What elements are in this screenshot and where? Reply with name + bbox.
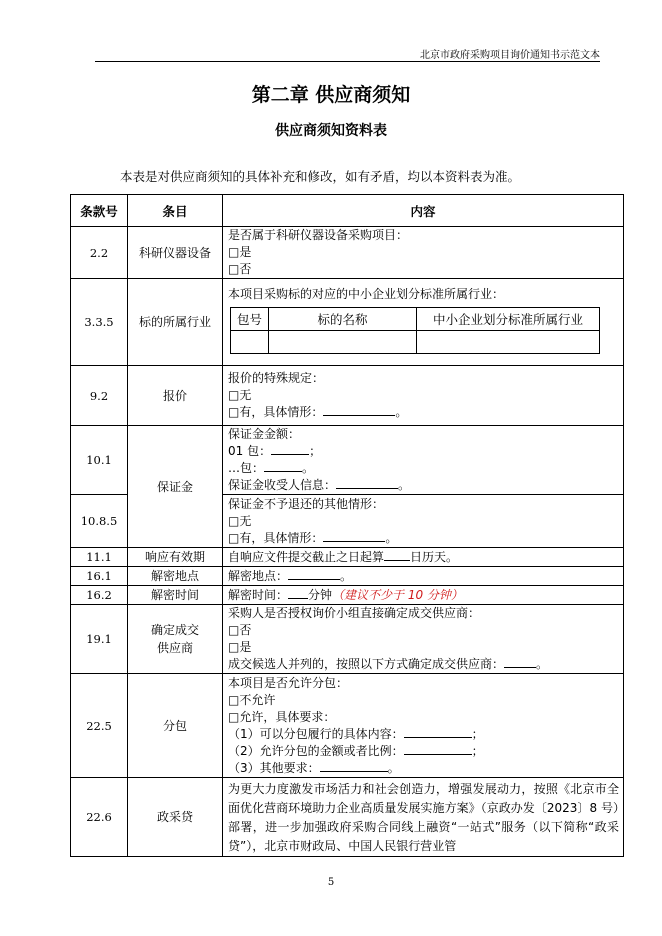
clause-item: 标的所属行业 xyxy=(128,279,223,366)
checkbox-not-allowed[interactable]: □不允许 xyxy=(228,692,276,707)
clause-content: 是否属于科研仪器设备采购项目： □是 □否 xyxy=(223,227,624,279)
clause-no: 10.1 xyxy=(71,426,128,495)
clause-item: 科研仪器设备 xyxy=(128,227,223,279)
running-header: 北京市政府采购项目询价通知书示范文本 xyxy=(420,50,600,61)
clause-no: 16.2 xyxy=(71,586,128,605)
clause-content: 保证金金额： 01 包： ； …包： 。 保证金收受人信息： 。 xyxy=(223,426,624,495)
clause-item: 响应有效期 xyxy=(128,548,223,567)
table-row xyxy=(71,426,624,495)
page-number: 5 xyxy=(327,877,335,888)
table-row xyxy=(71,567,624,586)
supplier-info-table xyxy=(70,194,624,857)
fill-blank[interactable] xyxy=(288,568,340,580)
table-row xyxy=(71,605,624,674)
col-header-clause-no: 条款号 xyxy=(71,195,128,227)
table-row xyxy=(71,586,624,605)
subtable-header-industry: 中小企业划分标准所属行业 xyxy=(417,308,600,331)
fill-blank[interactable] xyxy=(323,404,395,416)
clause-content: 解密地点： 。 xyxy=(223,567,624,586)
fill-blank[interactable] xyxy=(404,743,472,755)
clause-content: 自响应文件提交截止之日起算 日历天。 xyxy=(223,548,624,567)
fill-blank[interactable] xyxy=(323,530,385,542)
subtable-header-name: 标的名称 xyxy=(269,308,417,331)
clause-item: 分包 xyxy=(128,674,223,778)
intro-paragraph: 本表是对供应商须知的具体补充和修改，如有矛盾，均以本资料表为准。 xyxy=(120,169,521,184)
clause-content: 解密时间： 分钟（建议不少于 10 分钟） xyxy=(223,586,624,605)
subtable-header-package: 包号 xyxy=(231,308,269,331)
clause-content: 本项目是否允许分包： □不允许 □允许，具体要求： （1）可以分包履行的具体内容： ； （2）允许分包的金额或者比例： ； （3）其他要求： 。 xyxy=(223,674,624,778)
clause-content: 采购人是否授权询价小组直接确定成交供应商： □否 □是 成交候选人并列的，按照以下方式确定成交供应商： 。 xyxy=(223,605,624,674)
table-row xyxy=(71,548,624,567)
table-row xyxy=(71,366,624,426)
fill-blank[interactable] xyxy=(320,760,388,772)
header-divider xyxy=(95,61,600,62)
table-row xyxy=(71,279,624,366)
table-header-row xyxy=(71,195,624,227)
clause-content: 保证金不予退还的其他情形： □无 □有，具体情形： 。 xyxy=(223,495,624,548)
subtable-cell[interactable] xyxy=(231,331,269,354)
checkbox-yes[interactable]: □是 xyxy=(228,640,252,654)
fill-blank[interactable] xyxy=(504,656,536,668)
table-row xyxy=(71,778,624,857)
checkbox-yes[interactable]: □是 xyxy=(228,245,252,259)
fill-blank[interactable] xyxy=(271,443,309,455)
clause-no: 19.1 xyxy=(71,605,128,674)
fill-blank[interactable] xyxy=(264,460,302,472)
clause-no: 11.1 xyxy=(71,548,128,567)
fill-blank[interactable] xyxy=(336,477,398,489)
clause-content: 为更大力度激发市场活力和社会创造力，增强发展动力，按照《北京市全面优化营商环境助力企业高质量发展实施方案》（京政办发〔2023〕8 号）部署，进一步加强政府采购合同线上融资“一站式”服务（以下简称“政采贷”），北京市财政局、中国人民银行营业管 xyxy=(223,778,624,857)
fill-blank[interactable] xyxy=(384,549,410,561)
subtable-cell[interactable] xyxy=(417,331,600,354)
clause-no: 3.3.5 xyxy=(71,279,128,366)
checkbox-yes[interactable]: □有，具体情形： xyxy=(228,405,324,419)
clause-item: 确定成交 供应商 xyxy=(128,605,223,674)
checkbox-no[interactable]: □否 xyxy=(228,262,252,276)
clause-item: 报价 xyxy=(128,366,223,426)
checkbox-no[interactable]: □否 xyxy=(228,623,252,637)
col-header-item: 条目 xyxy=(128,195,223,227)
clause-no: 2.2 xyxy=(71,227,128,279)
clause-no: 22.5 xyxy=(71,674,128,778)
table-row xyxy=(71,674,624,778)
clause-item: 解密地点 xyxy=(128,567,223,586)
clause-content: 本项目采购标的对应的中小企业划分标准所属行业： 包号 标的名称 中小企业划分标准所属行业 xyxy=(223,279,624,366)
clause-item: 政采贷 xyxy=(128,778,223,857)
checkbox-yes[interactable]: □有，具体情形： xyxy=(228,530,324,545)
table-title: 供应商须知资料表 xyxy=(275,123,387,139)
checkbox-none[interactable]: □无 xyxy=(228,513,252,528)
col-header-content: 内容 xyxy=(223,195,624,227)
clause-no: 16.1 xyxy=(71,567,128,586)
clause-no: 9.2 xyxy=(71,366,128,426)
industry-subtable xyxy=(230,307,600,354)
checkbox-none[interactable]: □无 xyxy=(228,388,252,402)
clause-content: 报价的特殊规定： □无 □有，具体情形： 。 xyxy=(223,366,624,426)
table-row xyxy=(71,227,624,279)
clause-item: 解密时间 xyxy=(128,586,223,605)
fill-blank[interactable] xyxy=(404,726,472,738)
checkbox-allowed[interactable]: □允许，具体要求： xyxy=(228,709,336,724)
clause-item: 保证金 xyxy=(128,426,223,548)
suggestion-note: （建议不少于 10 分钟） xyxy=(332,587,463,602)
clause-no: 22.6 xyxy=(71,778,128,857)
chapter-title: 第二章 供应商须知 xyxy=(251,84,411,106)
clause-no: 10.8.5 xyxy=(71,495,128,548)
fill-blank[interactable] xyxy=(288,587,308,599)
subtable-cell[interactable] xyxy=(269,331,417,354)
